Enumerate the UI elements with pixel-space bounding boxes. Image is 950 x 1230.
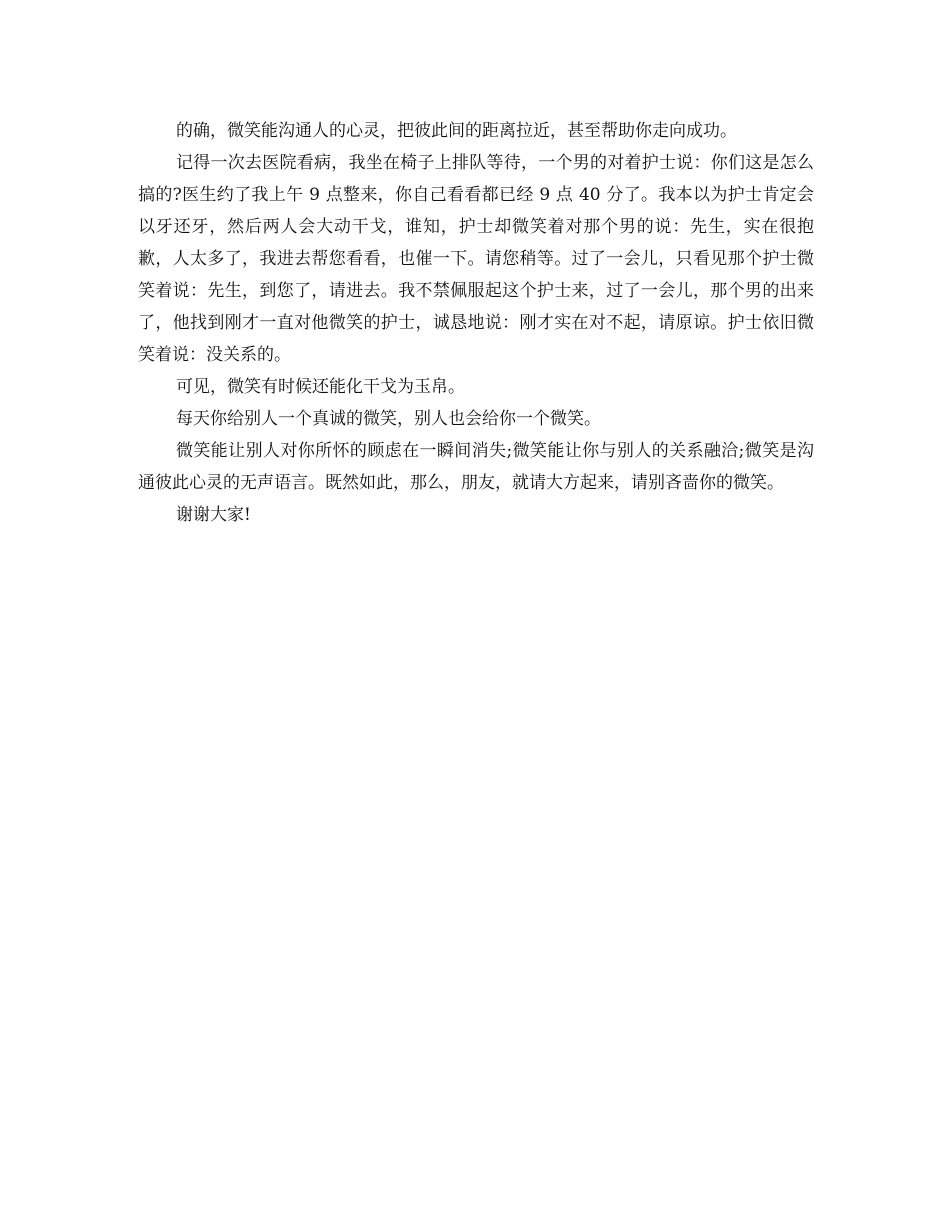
paragraph-thanks: 谢谢大家! bbox=[176, 505, 251, 525]
document-body bbox=[138, 115, 814, 531]
paragraph-hospital-story: 记得一次去医院看病，我坐在椅子上排队等待，一个男的对着护士说：你们这是怎么搞的?医生约了我上午 9 点整来，你自己看看都已经 9 点 40 分了。我本以为护士肯定会以牙还牙，然后两人会大动干戈，谁知，护士却微笑着对那个男的说：先生，实在很抱歉，人太多了，我进去帮您看看，也催一下。请您稍等。过了一会儿，只看见那个护士微笑着说：先生，到您了，请进去。我不禁佩服起这个护士来，过了一会儿，那个男的出来了，他找到刚才一直对他微笑的护士，诚恳地说：刚才实在对不起，请原谅。护士依旧微笑着说：没关系的。 bbox=[138, 153, 814, 365]
paragraph-smile-benefits: 微笑能让别人对你所怀的顾虑在一瞬间消失;微笑能让你与别人的关系融洽;微笑是沟通彼此心灵的无声语言。既然如此，那么，朋友，就请大方起来，请别吝啬你的微笑。 bbox=[138, 441, 814, 493]
paragraph-intro: 的确，微笑能沟通人的心灵，把彼此间的距离拉近，甚至帮助你走向成功。 bbox=[176, 121, 737, 141]
paragraph-conclusion: 可见，微笑有时候还能化干戈为玉帛。 bbox=[176, 377, 465, 397]
paragraph-daily-smile: 每天你给别人一个真诚的微笑，别人也会给你一个微笑。 bbox=[176, 409, 601, 429]
